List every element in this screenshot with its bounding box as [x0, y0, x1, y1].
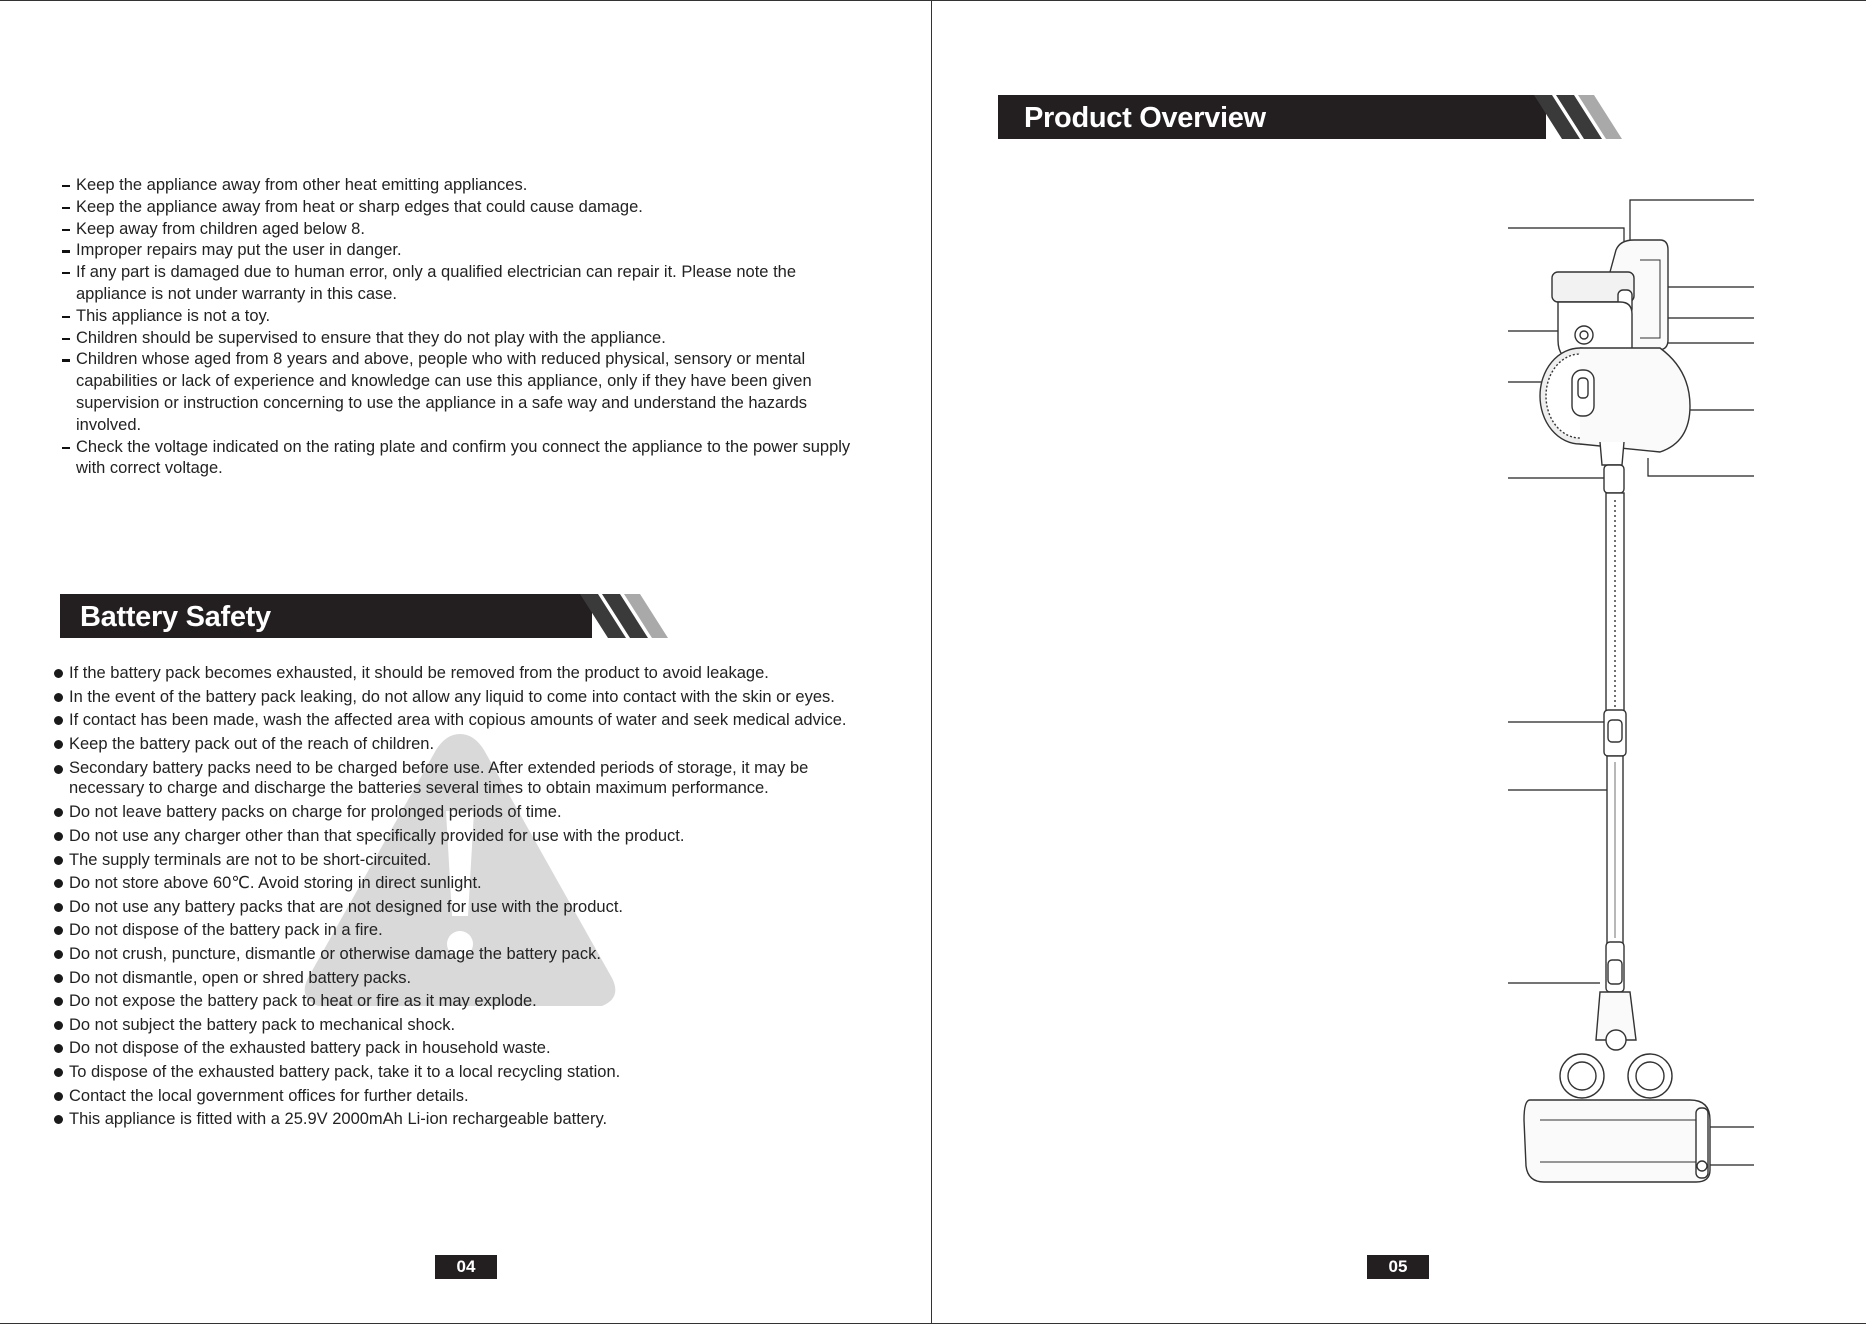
list-item: Keep the battery pack out of the reach of children.	[53, 733, 913, 757]
product-overview-title: Product Overview	[1024, 102, 1266, 134]
list-item: Improper repairs may put the user in danger.	[60, 240, 860, 262]
product-overview-header	[998, 95, 1628, 139]
list-item: Do not crush, puncture, dismantle or otherwise damage the battery pack.	[53, 943, 913, 967]
list-item: Do not leave battery packs on charge for prolonged periods of time.	[53, 801, 913, 825]
list-item: Do not subject the battery pack to mechanical shock.	[53, 1014, 913, 1038]
list-item: Keep the appliance away from other heat emitting appliances.	[60, 175, 860, 197]
list-item: Do not dismantle, open or shred battery packs.	[53, 967, 913, 991]
list-item: Do not expose the battery pack to heat or fire as it may explode.	[53, 990, 913, 1014]
list-item: The supply terminals are not to be short-circuited.	[53, 849, 913, 873]
list-item: Children whose aged from 8 years and above, people who with reduced physical, sensory or mental capabilities or lack of experience and knowledge can use this appliance, only if they have been given supervision or instruction concerning to use the appliance in a safe way and understand the hazards involved.	[60, 349, 860, 436]
stick-vacuum-diagram	[1500, 190, 1766, 1190]
list-item: Secondary battery packs need to be charged before use. After extended periods of storage, it may be necessary to charge and discharge the batteries several times to obtain maximum performance.	[53, 758, 849, 798]
battery-safety-title: Battery Safety	[80, 601, 271, 633]
list-item: Keep away from children aged below 8.	[60, 219, 860, 241]
list-item: Do not store above 60℃. Avoid storing in direct sunlight.	[53, 872, 913, 896]
page-number: 04	[435, 1255, 497, 1279]
list-item: This appliance is fitted with a 25.9V 2000mAh Li-ion rechargeable battery.	[53, 1108, 913, 1132]
list-item: Keep the appliance away from heat or sharp edges that could cause damage.	[60, 197, 860, 219]
safety-warnings-list	[60, 175, 860, 480]
battery-safety-header	[60, 594, 660, 638]
list-item: Contact the local government offices for further details.	[53, 1085, 913, 1109]
list-item: Children should be supervised to ensure that they do not play with the appliance.	[60, 328, 860, 350]
battery-safety-list	[53, 662, 913, 1132]
left-page	[0, 0, 932, 1324]
list-item: Do not dispose of the exhausted battery pack in household waste.	[53, 1037, 913, 1061]
list-item: In the event of the battery pack leaking, do not allow any liquid to come into contact with the skin or eyes.	[53, 686, 913, 710]
list-item: If any part is damaged due to human error, only a qualified electrician can repair it. Please note the appliance is not under warranty in this case.	[60, 262, 860, 306]
stripes-decoration	[1534, 95, 1674, 139]
list-item: Check the voltage indicated on the rating plate and confirm you connect the appliance to the power supply with correct voltage.	[60, 437, 860, 481]
list-item: If the battery pack becomes exhausted, it should be removed from the product to avoid leakage.	[53, 662, 913, 686]
list-item: Do not use any battery packs that are not designed for use with the product.	[53, 896, 913, 920]
list-item: Do not dispose of the battery pack in a fire.	[53, 919, 913, 943]
list-item: Do not use any charger other than that specifically provided for use with the product.	[53, 825, 913, 849]
list-item: If contact has been made, wash the affected area with copious amounts of water and seek medical advice.	[53, 709, 913, 733]
page-number: 05	[1367, 1255, 1429, 1279]
list-item: This appliance is not a toy.	[60, 306, 860, 328]
stripes-decoration	[580, 594, 720, 638]
list-item: To dispose of the exhausted battery pack, take it to a local recycling station.	[53, 1061, 913, 1085]
